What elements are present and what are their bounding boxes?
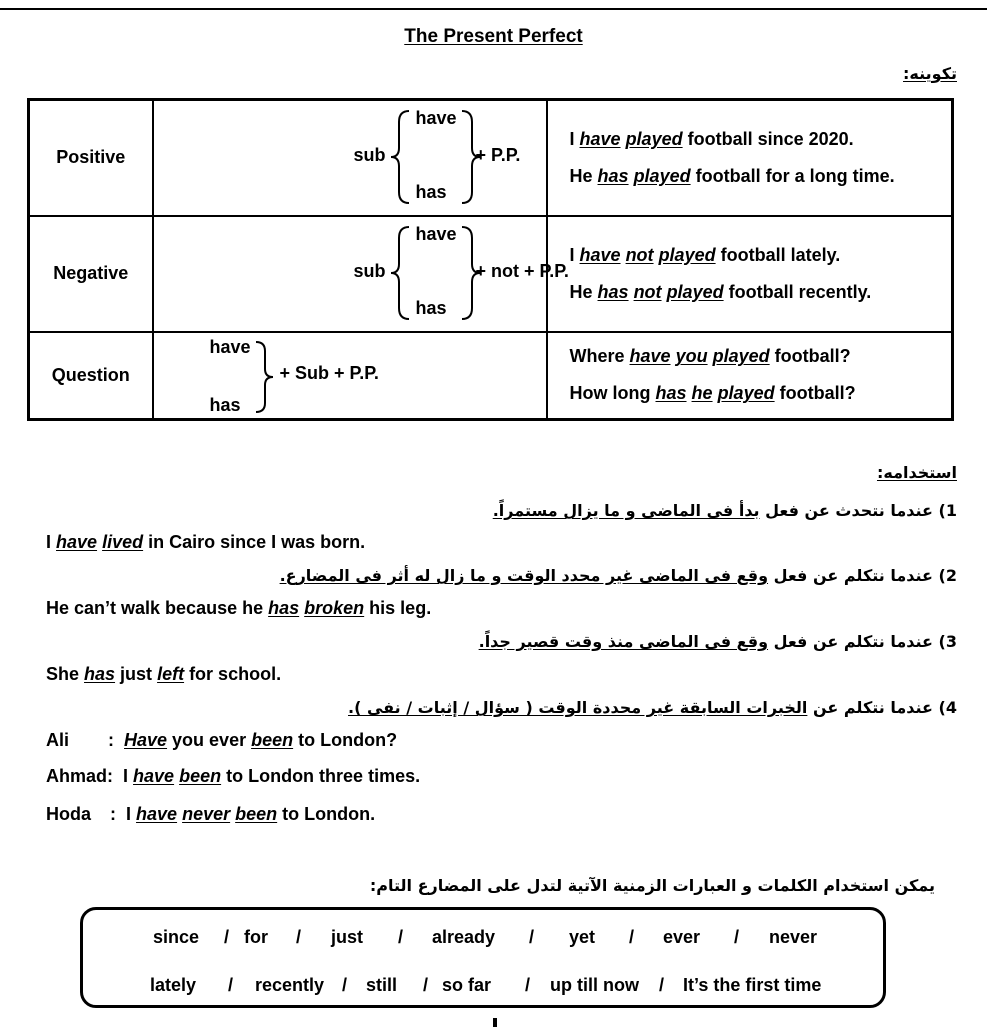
time-word: never [769,927,818,947]
examples-cell [547,216,953,332]
separator: / [296,927,302,947]
formula-has: has [415,181,447,202]
example-sentence [570,338,952,375]
row-label: Negative [29,216,153,332]
example-sentence [570,237,952,274]
emphasized-word: played [625,128,683,149]
text-segment: to London three times. [221,766,421,786]
usage-number: 2) [938,566,957,585]
formation-table [27,98,954,421]
speaker-name: Hoda [46,804,91,824]
text-segment: He [569,281,598,302]
text-segment: I [46,532,57,552]
table-row-question [29,332,953,420]
dialogue-line-hoda [46,804,375,825]
time-word: since [153,927,200,947]
time-word: so far [442,975,492,995]
emphasized-word: not [625,244,654,265]
separator: / [423,975,429,995]
speaker-name: Ahmad: [46,766,113,786]
separator: / [629,927,635,947]
usage-number: 3) [938,632,957,651]
formula-after: + Sub + P.P. [279,363,379,384]
dialogue-text [123,766,420,786]
examples-cell [547,100,953,216]
emphasized-word: played [666,281,724,302]
usage-text: عندما نتكلم عن فعل [768,632,933,651]
formula-has: has [415,297,447,318]
emphasized-word: left [157,664,185,684]
emphasized-word: have [629,346,671,367]
table-row-positive [29,100,953,216]
emphasized-word: not [633,281,662,302]
usage-number: 4) [938,698,957,717]
right-brace-icon [252,339,276,415]
left-brace-icon [387,224,413,322]
formula-after: + not + P.P. [475,260,569,281]
emphasized-word: have [579,128,621,149]
page-number-mark [493,1018,497,1027]
emphasized-word: have [579,244,621,265]
emphasized-word: played [712,346,770,367]
text-segment: I [126,804,137,824]
emphasized-word: lived [102,532,144,552]
text-segment: I [569,128,580,149]
time-word: already [432,927,496,947]
speaker-name: Ali [46,730,70,750]
separator: / [525,975,531,995]
text-segment: football? [769,346,851,367]
formula-have: have [209,337,251,358]
examples-cell [547,332,953,420]
time-word: for [244,927,268,947]
usage-text-underlined: الخبرات السابقة غير محددة الوقت ( سؤال / إثبات / نفى ). [348,698,808,717]
usage-rule-3 [479,632,957,651]
time-word: yet [569,927,596,947]
emphasized-word: broken [304,598,365,618]
usage-rule-2 [280,566,957,585]
emphasized-word: have [136,804,178,824]
row-label: Positive [29,100,153,216]
example-sentence [570,158,952,195]
text-segment: for school. [184,664,282,684]
text-segment: How long [569,383,656,404]
text-segment: football recently. [723,281,872,302]
text-segment: I [569,244,580,265]
table-row-negative [29,216,953,332]
time-words-heading: يمكن استخدام الكلمات و العبارات الزمنية الآتية لتدل على المضارع التام: [369,876,935,895]
emphasized-word: have [56,532,98,552]
time-word: still [366,975,398,995]
example-sentence [570,375,952,412]
text-segment: football lately. [715,244,841,265]
time-word: ever [663,927,701,947]
time-word: just [331,927,364,947]
emphasized-word: has [268,598,300,618]
emphasized-word: he [691,383,713,404]
usage-text: عندما نتكلم عن [807,698,933,717]
dialogue-text [124,730,397,750]
text-segment: He can’t walk because he [46,598,269,618]
separator: / [342,975,348,995]
left-brace-icon [387,108,413,206]
formula-have: have [415,107,457,128]
emphasized-word: been [179,766,222,786]
usage-text-underlined: وقع فى الماضى منذ وقت قصير جداً. [478,632,769,651]
text-segment: He [569,165,598,186]
formula-after: + P.P. [475,144,521,165]
usage-heading: استخدامه: [876,463,957,482]
separator: / [228,975,234,995]
separator: / [224,927,230,947]
formula-has: has [209,395,241,416]
time-word: It’s the first time [683,975,822,995]
emphasized-word: have [133,766,175,786]
usage-text-underlined: وقع فى الماضى غير محدد الوقت و ما زال له أثر فى المضارع. [279,566,769,585]
usage-rule-4 [348,698,957,717]
separator: / [659,975,665,995]
time-word: up till now [550,975,639,995]
usage-example-2 [46,598,431,619]
separator: / [398,927,404,947]
text-segment: you ever [167,730,252,750]
emphasized-word: has [597,281,629,302]
text-segment: She [46,664,85,684]
emphasized-word: been [235,804,278,824]
time-word: recently [255,975,325,995]
emphasized-word: Have [124,730,168,750]
formula-sub: sub [353,144,386,165]
text-segment: just [115,664,158,684]
formula-have: have [415,223,457,244]
time-words-box [80,907,886,1008]
emphasized-word: has [597,165,629,186]
text-segment: I [123,766,134,786]
usage-number: 1) [938,501,957,520]
speaker-sep: : [108,730,114,750]
usage-text: عندما نتكلم عن فعل [768,566,933,585]
example-sentence [570,274,952,311]
formula-cell [153,332,547,420]
emphasized-word: has [655,383,687,404]
usage-text-underlined: بدأ فى الماضى و ما يزال مستمراً. [492,501,760,520]
usage-example-3 [46,664,281,685]
formation-heading: تكوينه: [903,64,957,83]
emphasized-word: played [658,244,716,265]
dialogue-line-ali [46,730,397,751]
text-segment: Where [569,346,630,367]
text-segment: his leg. [364,598,432,618]
top-rule [0,8,987,10]
emphasized-word: has [84,664,116,684]
text-segment: football? [774,383,856,404]
separator: / [734,927,740,947]
example-sentence [570,121,952,158]
emphasized-word: played [717,383,775,404]
emphasized-word: you [675,346,708,367]
dialogue-text [126,804,375,824]
dialogue-line-ahmad [46,766,420,787]
text-segment: in Cairo since I was born. [143,532,366,552]
speaker-sep: : [110,804,116,824]
formula-cell [153,100,547,216]
formula-cell [153,216,569,332]
emphasized-word: never [182,804,231,824]
text-segment: to London. [277,804,376,824]
text-segment: football since 2020. [682,128,854,149]
usage-example-1 [46,532,365,553]
time-word: lately [150,975,197,995]
page-title: The Present Perfect [404,26,583,47]
usage-text: عندما نتحدث عن فعل [759,501,933,520]
formula-sub: sub [353,260,386,281]
text-segment: to London? [293,730,398,750]
emphasized-word: played [633,165,691,186]
separator: / [529,927,535,947]
text-segment: football for a long time. [690,165,895,186]
usage-rule-1 [493,501,957,520]
row-label: Question [29,332,153,420]
emphasized-word: been [251,730,294,750]
